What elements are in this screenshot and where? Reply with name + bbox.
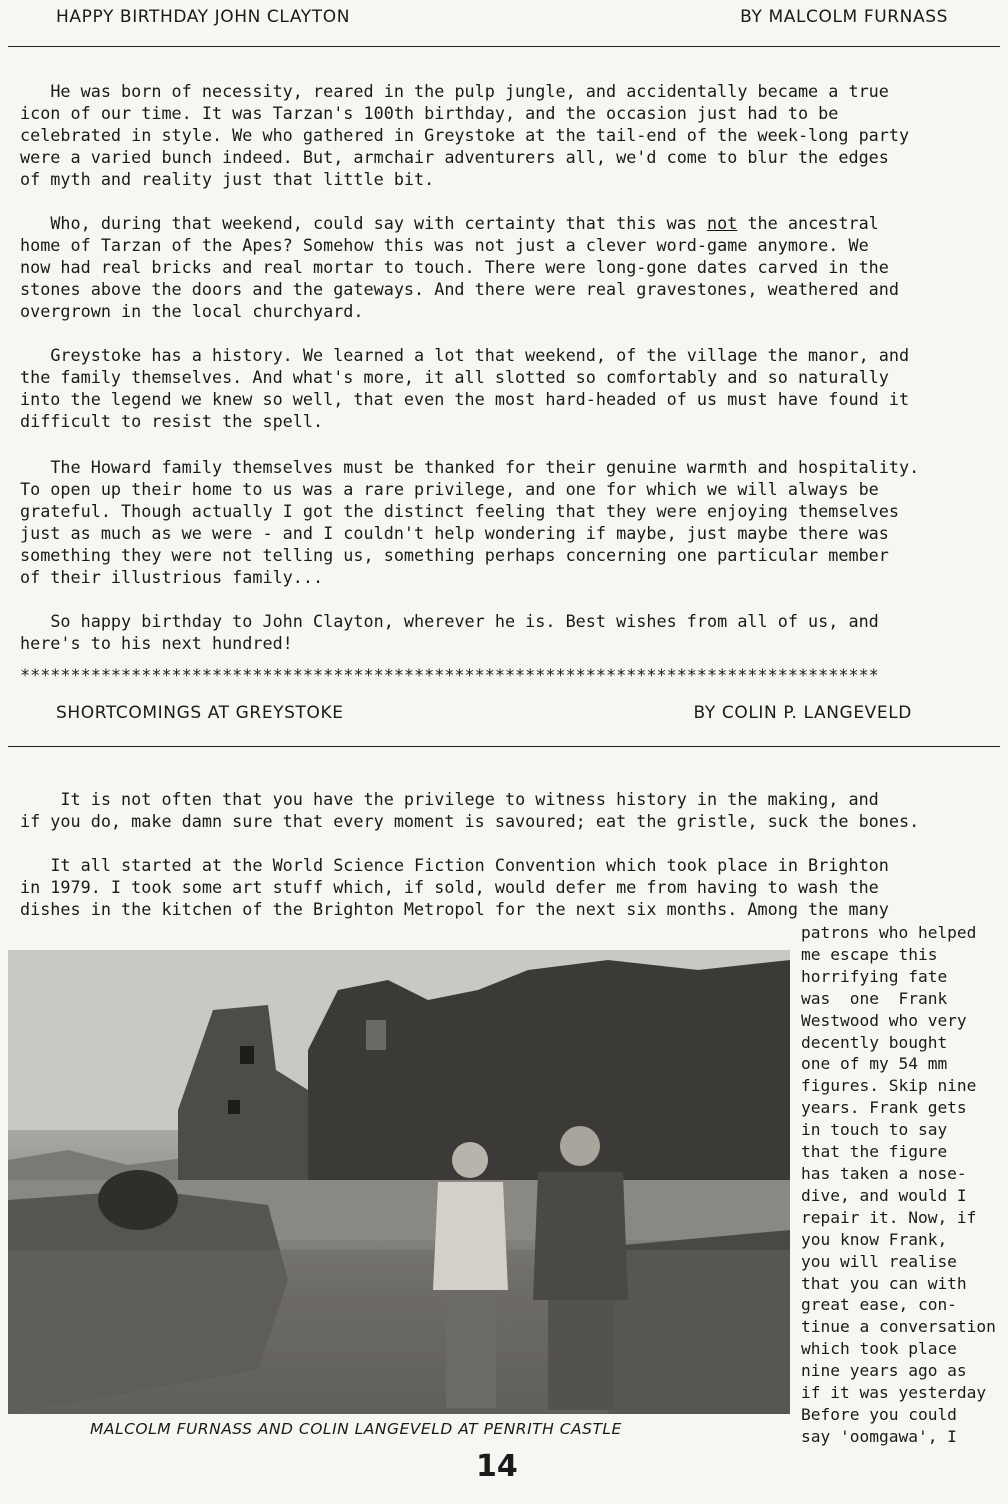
article-byline: BY COLIN P. LANGEVELD	[693, 703, 912, 723]
paragraph: It is not often that you have the privilege to witness history in the making, and if you do, make damn sure that every moment is savoured; eat the gristle, suck the bones.	[20, 789, 920, 831]
header-rule	[8, 46, 1000, 47]
article-header	[56, 6, 948, 28]
article-byline: BY MALCOLM FURNASS	[740, 7, 948, 27]
paragraph-text: Who, during that weekend, could say with certainty that this was	[20, 213, 708, 233]
paragraph: He was born of necessity, reared in the pulp jungle, and accidentally became a true icon of our time. It was Tarzan's 100th birthday, and the occasion just had to be celebrated in style. We who gathered in Greystoke at the tail-end of the week-long party were a varied bunch indeed. But, armchair adventurers all, we'd come to blur the edges of myth and reality just that little bit.	[20, 81, 910, 189]
article-header	[56, 702, 912, 724]
photo-caption: MALCOLM FURNASS AND COLIN LANGEVELD AT PENRITH CASTLE	[90, 1420, 622, 1438]
page-number: 14	[476, 1449, 518, 1484]
paragraph-text: the ancestral home of Tarzan of the Apes? Somehow this was not just a clever word-game anymore. We now had real bricks and real mortar to touch. There were long-gone dates carved in the stones above the doors and the gateways. And there were real gravestones, weathered and overgrown in the local churchyard.	[20, 213, 899, 321]
asterisk-separator: *************************************************************************************	[20, 665, 879, 685]
castle-photo-image	[8, 950, 790, 1414]
article-title: SHORTCOMINGS AT GREYSTOKE	[56, 703, 344, 723]
paragraph: It all started at the World Science Fiction Convention which took place in Brighton in 1979. I took some art stuff which, if sold, would defer me from having to wash the dishes in the kitchen of the Brighton Metropol for the next six months. Among the many	[20, 855, 889, 919]
underlined-word: not	[707, 213, 738, 233]
castle-photo	[8, 950, 790, 1414]
paragraph: Greystoke has a history. We learned a lot that weekend, of the village the manor, and the family themselves. And what's more, it all slotted so comfortably and so naturally into the legend we knew so well, that even the most hard-headed of us must have found it difficult to resist the spell.	[20, 345, 910, 431]
header-rule	[8, 746, 1000, 747]
paragraph	[20, 212, 1002, 322]
paragraph: So happy birthday to John Clayton, wherever he is. Best wishes from all of us, and here's to his next hundred!	[20, 611, 879, 653]
article-title: HAPPY BIRTHDAY JOHN CLAYTON	[56, 7, 351, 27]
side-column-text: patrons who helped me escape this horrifying fate was one Frank Westwood who very decently bought one of my 54 mm figures. Skip nine years. Frank gets in touch to say that the figure has taken a nose- dive, and would I repair it. Now, if you know Frank, you will realise that you can with great ease, con- tinue a conversation which took place nine years ago as if it was yesterday Before you could say 'oomgawa', I	[801, 923, 996, 1446]
paragraph: The Howard family themselves must be thanked for their genuine warmth and hospitality. To open up their home to us was a rare privilege, and one for which we will always be grateful. Though actually I got the distinct feeling that they were enjoying themselves just as much as we were - and I couldn't help wondering if maybe, just maybe there was something they were not telling us, something perhaps concerning one particular member of their illustrious family...	[20, 457, 920, 587]
